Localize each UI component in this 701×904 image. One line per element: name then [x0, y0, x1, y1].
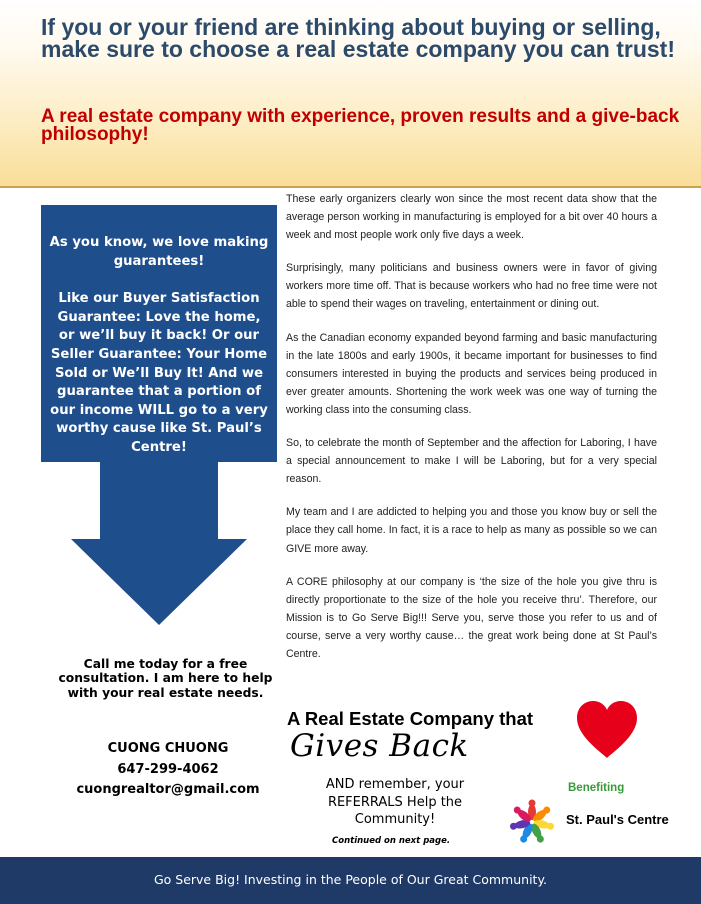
call-to-action: Call me today for a free consultation. I am here to help with your real estate needs. — [58, 657, 273, 700]
article-body — [286, 190, 657, 678]
guarantee-intro: As you know, we love making guarantees! — [49, 235, 269, 269]
agent-email[interactable]: cuongrealtor@gmail.com — [76, 782, 260, 797]
heart-icon — [575, 700, 639, 760]
charity-name: St. Paul's Centre — [566, 812, 669, 827]
agent-name: CUONG CHUONG — [107, 741, 229, 756]
paragraph: So, to celebrate the month of September and the affection for Laboring, I have a special announcement to make I will be Laboring, but for a very special reason. — [286, 437, 657, 486]
contact-block — [68, 739, 268, 801]
agent-phone[interactable]: 647-299-4062 — [117, 761, 219, 777]
referrals-note: AND remember, your REFERRALS Help the Community! — [325, 777, 465, 827]
header-banner — [0, 0, 701, 188]
paragraph: These early organizers clearly won since the most recent data show that the average person working in manufacturing is employed for a bit over 40 hours a week and most people work only five days a week. — [286, 193, 657, 242]
paragraph: As the Canadian economy expanded beyond farming and basic manufacturing in the late 1800s and early 1900s, it became important for businesses to find consumers interested in buying the products and services being produced in ever greater amounts. Shortening the work week was one way of turning the working class into the consuming class. — [286, 331, 657, 416]
st-pauls-centre-logo — [507, 797, 557, 847]
continued-note: Continued on next page. — [332, 836, 451, 846]
footer-bar — [0, 857, 701, 904]
guarantee-text — [49, 234, 269, 458]
paragraph: Surprisingly, many politicians and business owners were in favor of giving workers more time off. That is because workers who had no free time were not able to spend their wages on traveling, entertainment or dining out. — [286, 262, 657, 311]
paragraph: A CORE philosophy at our company is ‘the size of the hole you give thru is directly proportionate to the size of the hole you receive thru’. Therefore, our Mission is to Go Serve Big!!! Serve you, serve those you refer to us and of course, serve a very worthy cause… the great work being done at St Paul’s Centre. — [286, 575, 657, 660]
down-arrow-shape — [41, 205, 277, 625]
page-subtitle: A real estate company with experience, proven results and a give-back philosophy! — [41, 106, 680, 145]
company-tagline: A Real Estate Company that — [287, 708, 534, 729]
benefiting-label: Benefiting — [568, 782, 625, 794]
guarantee-body: Like our Buyer Satisfaction Guarantee: Love the home, or we’ll buy it back! Or our Seller Guarantee: Your Home Sold or We’ll Buy It! And we guarantee that a portion of our income WILL go to a very worthy cause like St. Paul’s Centre! — [50, 291, 268, 455]
paragraph: My team and I are addicted to helping you and those you know buy or sell the place they call home. In fact, it is a race to help as many as possible so we can GIVE more away. — [286, 506, 657, 555]
page-title: If you or your friend are thinking about buying or selling, make sure to choose a real estate company you can trust! — [41, 14, 676, 62]
footer-text: Go Serve Big! Investing in the People of Our Great Community. — [153, 872, 548, 887]
gives-back-script: Gives Back — [290, 728, 469, 764]
